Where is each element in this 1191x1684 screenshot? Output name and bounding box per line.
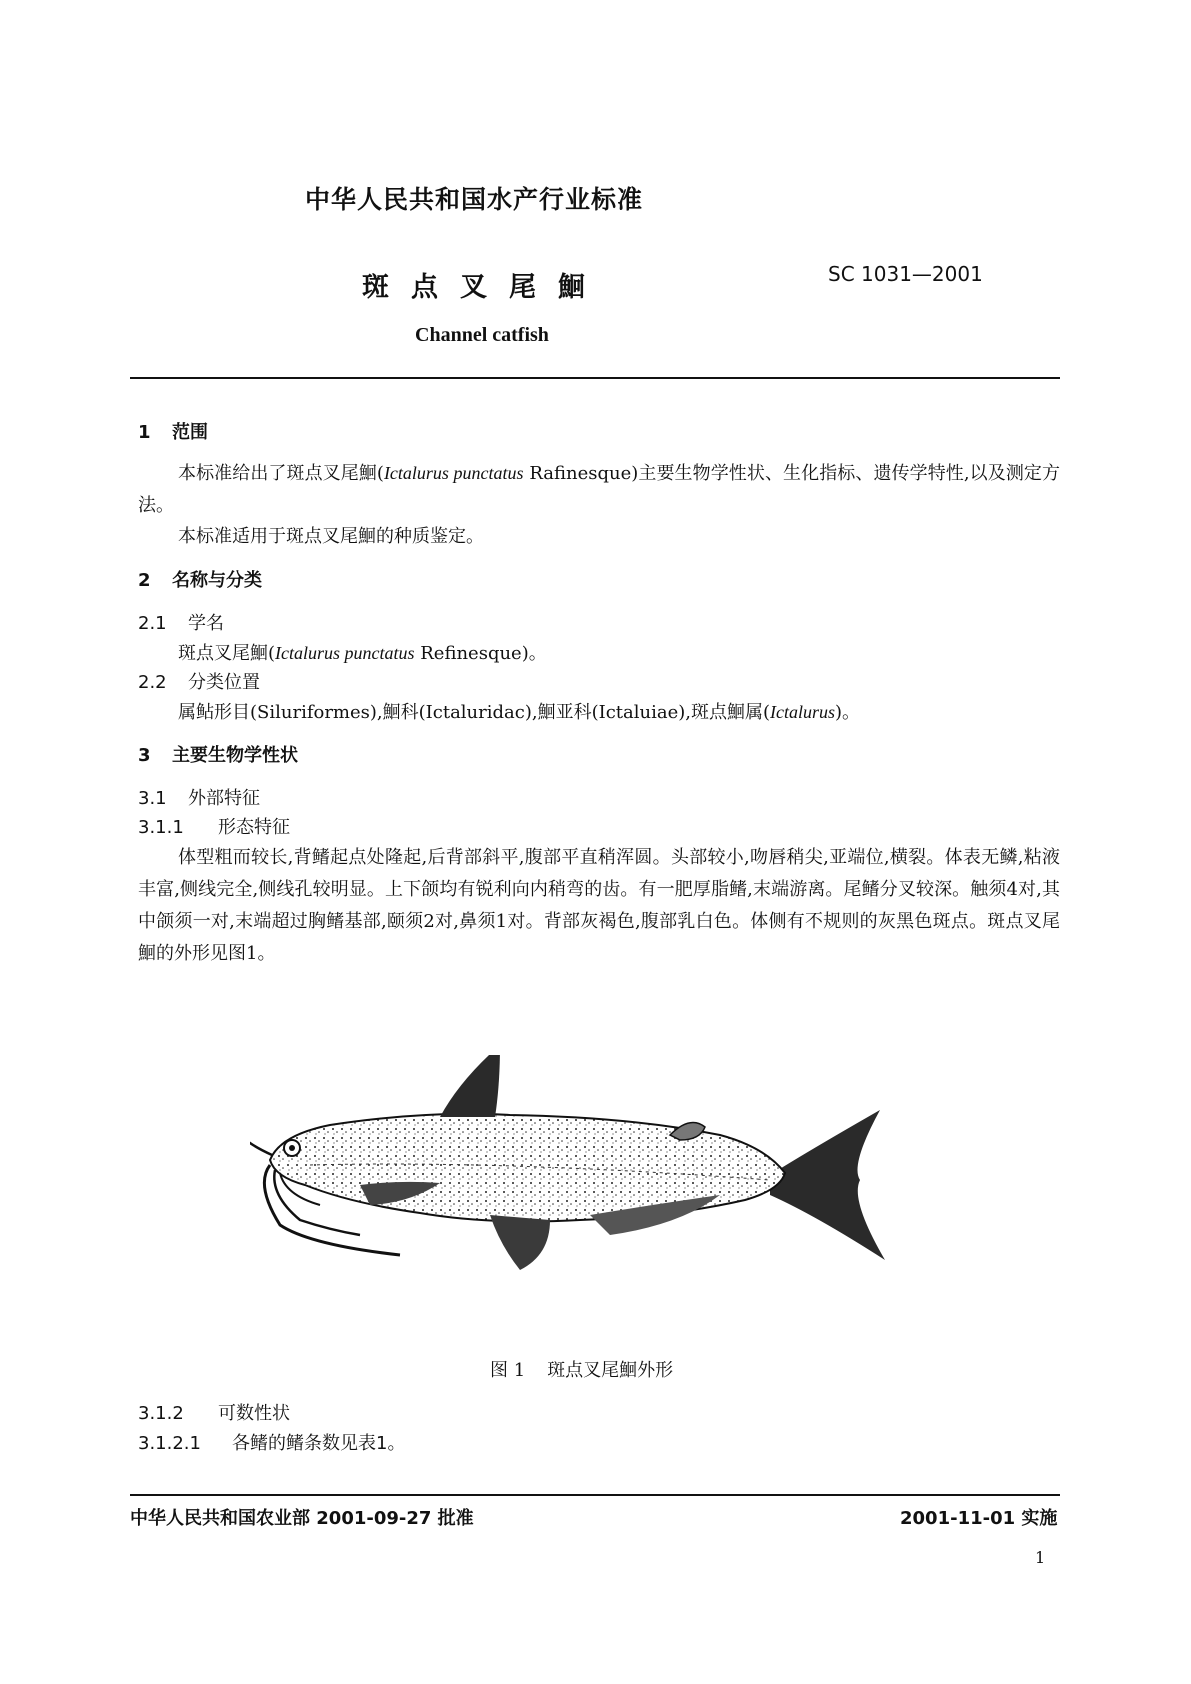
section-number: 2.1 xyxy=(138,613,167,634)
section-number: 3.1.1 xyxy=(138,817,184,838)
scope-applicability: 本标准适用于斑点叉尾鮰的种质鉴定。 xyxy=(178,526,484,547)
scope-text: 本标准给出了斑点叉尾鮰( xyxy=(178,463,384,484)
section-number: 2 xyxy=(138,570,151,591)
tail-fin xyxy=(770,1110,885,1260)
section-2-heading xyxy=(138,566,262,592)
section-title: 各鳍的鳍条数见表1。 xyxy=(232,1433,406,1454)
section-title: 分类位置 xyxy=(188,672,260,693)
section-number: 3.1.2.1 xyxy=(138,1433,201,1454)
standard-organization: 中华人民共和国水产行业标准 xyxy=(305,185,644,214)
standard-code: SC 1031—2001 xyxy=(828,262,983,286)
name-text: 斑点叉尾鮰( xyxy=(178,643,276,664)
section-title: 外部特征 xyxy=(188,788,260,809)
figure-label: 图 1 xyxy=(490,1360,526,1381)
fish-pupil xyxy=(289,1145,295,1151)
taxonomy-paragraph xyxy=(178,696,1060,729)
scientific-name: Ictalurus punctatus xyxy=(275,643,415,663)
header-divider xyxy=(130,377,1060,379)
nasal-barbel xyxy=(250,1135,272,1155)
section-title: 范围 xyxy=(172,422,208,443)
pelvic-fin xyxy=(490,1215,550,1270)
section-3-1-heading xyxy=(138,784,260,810)
scope-text-rest: Rafinesque)主要生物学性状、生化指标、遗传学特性,以及测定方法。 xyxy=(138,463,1060,516)
section-title: 名称与分类 xyxy=(172,570,262,591)
morphology-paragraph: 体型粗而较长,背鳍起点处隆起,后背部斜平,腹部平直稍浑圆。头部较小,吻唇稍尖,亚端位,横裂。体表无鳞,粘液丰富,侧线完全,侧线孔较明显。上下颌均有锐利向内稍弯的齿。有一肥厚脂鳍,末端游离。尾鳍分叉较深。触须4对,其中颌须一对,末端超过胸鳍基部,颐须2对,鼻须1对。背部灰褐色,腹部乳白色。体侧有不规则的灰黑色斑点。斑点叉尾鮰的外形见图1。 xyxy=(138,847,1060,964)
section-number: 3.1 xyxy=(138,788,167,809)
section-1-heading xyxy=(138,418,208,444)
section-title: 形态特征 xyxy=(218,817,290,838)
scientific-name: Ictalurus punctatus xyxy=(383,463,524,483)
genus-name: Ictalurus xyxy=(770,702,836,722)
document-title-chinese: 斑点叉尾鮰 xyxy=(362,272,607,303)
document-title-english: Channel catfish xyxy=(415,324,549,346)
taxonomy-text: 属鲇形目(Siluriformes),鮰科(Ictaluridac),鮰亚科(Ictaluiae),斑点鮰属( xyxy=(178,702,771,723)
section-2-1-heading xyxy=(138,609,224,635)
effective-date: 2001-11-01 实施 xyxy=(900,1508,1058,1529)
figure-caption xyxy=(490,1356,673,1382)
section-title: 学名 xyxy=(188,613,224,634)
figure-caption-text: 斑点叉尾鮰外形 xyxy=(547,1360,674,1381)
page-number: 1 xyxy=(1035,1548,1046,1567)
section-3-1-2-1-heading xyxy=(138,1429,405,1455)
approval-date: 中华人民共和国农业部 2001-09-27 批准 xyxy=(130,1508,474,1529)
taxonomy-text-rest: )。 xyxy=(835,702,861,723)
catfish-illustration xyxy=(250,1055,950,1315)
fish-body xyxy=(270,1114,785,1222)
name-text-rest: Refinesque)。 xyxy=(414,643,547,664)
section-2-2-heading xyxy=(138,668,260,694)
scientific-name-paragraph xyxy=(178,637,1060,670)
dorsal-fin xyxy=(440,1055,500,1117)
section-3-1-1-heading xyxy=(138,813,290,839)
section-title: 主要生物学性状 xyxy=(172,745,298,766)
section-3-1-2-heading xyxy=(138,1399,290,1425)
footer-divider xyxy=(130,1494,1060,1496)
scope-paragraph xyxy=(138,457,1060,522)
section-number: 3 xyxy=(138,745,151,766)
section-title: 可数性状 xyxy=(218,1403,290,1424)
section-number: 3.1.2 xyxy=(138,1403,184,1424)
section-3-heading xyxy=(138,741,298,767)
section-number: 2.2 xyxy=(138,672,167,693)
section-number: 1 xyxy=(138,422,151,443)
